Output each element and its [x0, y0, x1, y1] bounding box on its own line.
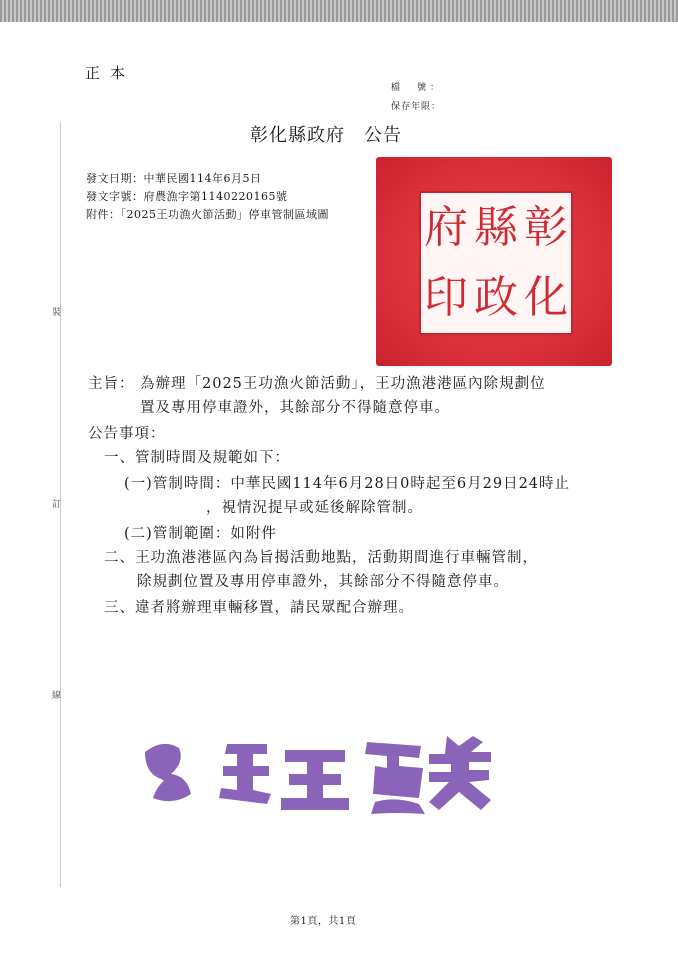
- matter-item-3: 三、違者將辦理車輛移置，請民眾配合辦理。: [104, 600, 414, 616]
- file-number-label: 檔 號：: [391, 83, 444, 93]
- seal-char: 政: [474, 272, 518, 323]
- binding-mark-xian: 線: [52, 691, 62, 701]
- matter-item-2-line-1: 二、王功漁港港區內為旨揭活動地點，活動期間進行車輛管制，: [104, 550, 538, 566]
- scan-top-strip: [0, 0, 678, 22]
- seal-char: 印: [424, 272, 468, 323]
- matter-item-1-1-line-2: ，視情況提早或延後解除管制。: [206, 500, 423, 516]
- matter-item-1-1-line-1: (一)管制時間：中華民國114年6月28日0時起至6月29日24時止: [124, 476, 571, 492]
- official-seal-stamp: [376, 157, 612, 366]
- retention-period-label: 保存年限：: [391, 102, 442, 112]
- document-title: 彰化縣政府 公告: [250, 125, 402, 146]
- magistrate-signature-stamp: [135, 722, 515, 822]
- binding-mark-zhuang: 裝: [52, 308, 62, 318]
- seal-char: 府: [424, 202, 468, 253]
- seal-char: 化: [524, 272, 568, 323]
- binding-mark-ding: 訂: [52, 500, 62, 510]
- matter-item-2-line-2: 除規劃位置及專用停車證外，其餘部分不得隨意停車。: [137, 574, 509, 590]
- matters-label: 公告事項：: [88, 426, 166, 442]
- seal-inner-frame: [419, 191, 573, 335]
- subject-text-line-2: 置及專用停車證外，其餘部分不得隨意停車。: [140, 400, 450, 416]
- page-number-footer: 第1頁，共1頁: [290, 916, 357, 927]
- seal-char: 縣: [474, 202, 518, 253]
- attachment-line: 附件：「2025王功漁火節活動」停車管制區域圖: [86, 208, 329, 221]
- matter-item-1: 一、管制時間及規範如下：: [104, 450, 290, 466]
- document-number: 發文字號：府農漁字第1140220165號: [86, 190, 288, 203]
- issue-date: 發文日期：中華民國114年6月5日: [86, 172, 262, 185]
- matter-item-1-2: (二)管制範圍：如附件: [124, 526, 277, 542]
- seal-char: 彰: [524, 202, 568, 253]
- copy-type-label: 正本: [85, 64, 136, 82]
- subject-text-line-1: 為辦理「2025王功漁火節活動」，王功漁港港區內除規劃位: [140, 376, 546, 392]
- subject-label: 主旨：: [88, 376, 135, 392]
